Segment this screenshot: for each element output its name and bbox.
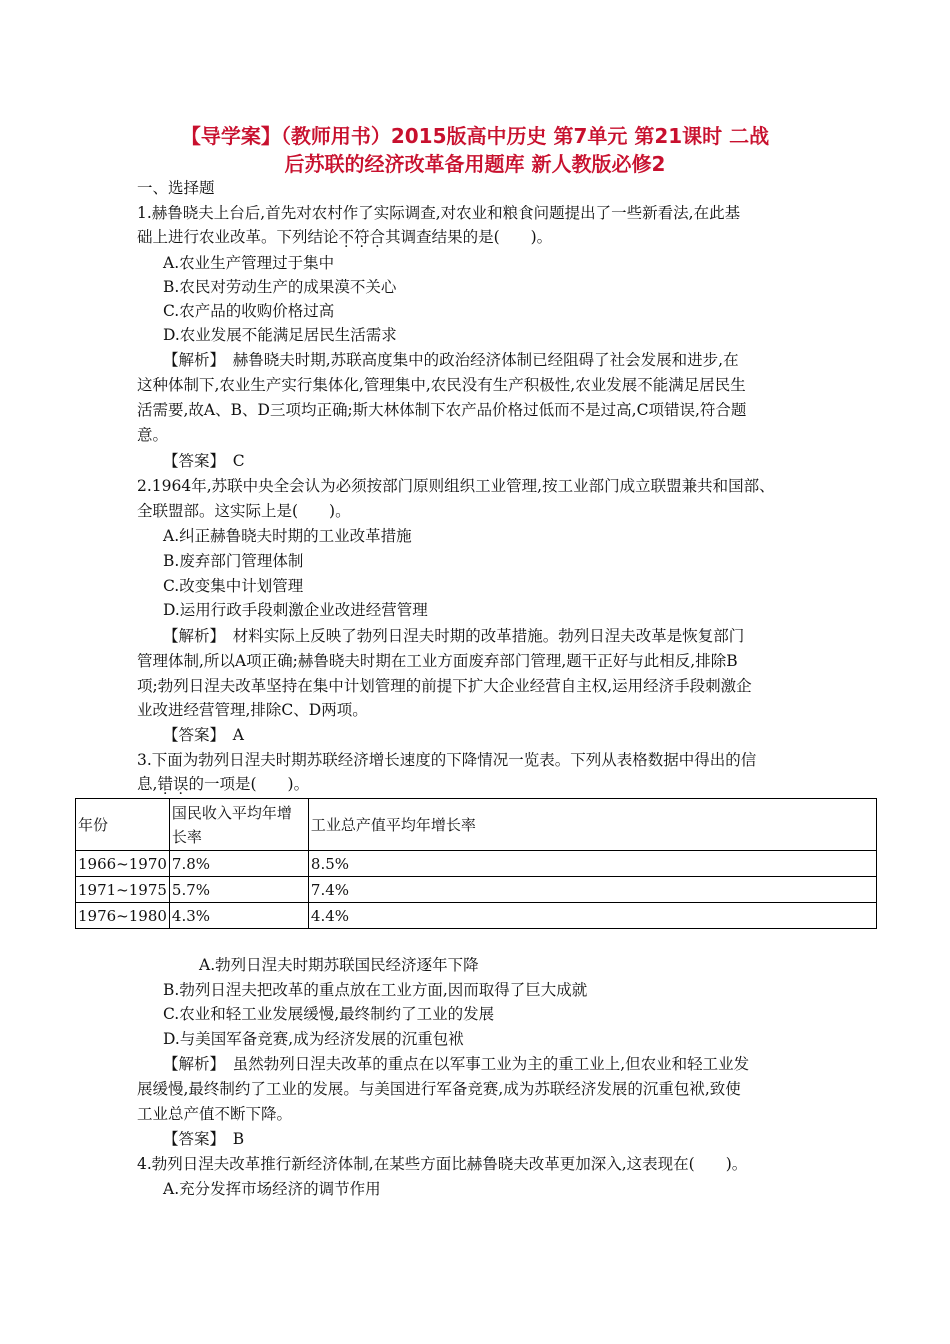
q2-analysis-line-1: 【解析】 材料实际上反映了勃列日涅夫时期的改革措施。勃列日涅夫改革是恢复部门: [163, 627, 745, 645]
q3-analysis-line-3: 工业总产值不断下降。: [137, 1105, 293, 1123]
table-row: [76, 851, 877, 877]
q3-option-b: B.勃列日涅夫把改革的重点放在工业方面,因而取得了巨大成就: [163, 981, 588, 999]
q2-stem-line-1: 2.1964年,苏联中央全会认为必须按部门原则组织工业管理,按工业部门成立联盟兼共和国部、: [137, 477, 775, 495]
q1-option-b: B.农民对劳动生产的成果漠不关心: [163, 278, 397, 296]
title-line-1: 【导学案】（教师用书）2015版高中历史 第7单元 第21课时 二战: [180, 124, 770, 148]
q1-stem-line-2: [137, 225, 552, 249]
q1-stem-text-a: 础上进行农业改革。下列结论: [137, 228, 339, 246]
q3-answer: 【答案】 B: [163, 1130, 245, 1148]
q3-emphasis: [157, 775, 188, 793]
q1-analysis-line-3: 活需要,故A、B、D三项均正确;斯大林体制下农产品价格过低而不是过高,C项错误,符合题: [137, 401, 747, 419]
q1-emphasis: [339, 228, 386, 246]
cell-national-income: 7.8%: [169, 851, 308, 877]
q3-option-c: C.农业和轻工业发展缓慢,最终制约了工业的发展: [163, 1005, 495, 1023]
q3-analysis-line-1: 【解析】 虽然勃列日涅夫改革的重点在以军事工业为主的重工业上,但农业和轻工业发: [163, 1055, 750, 1073]
header-year: 年份: [76, 799, 170, 851]
q4-option-a: A.充分发挥市场经济的调节作用: [163, 1180, 381, 1198]
emphasis-char: 符: [354, 228, 370, 246]
header-national-income: 国民收入平均年增长率: [169, 799, 308, 851]
q1-answer: 【答案】 C: [163, 452, 245, 470]
q2-analysis-line-3: 项;勃列日涅夫改革坚持在集中计划管理的前提下扩大企业经营自主权,运用经济手段刺激企: [137, 677, 752, 695]
cell-national-income: 5.7%: [169, 877, 308, 903]
cell-year: 1976~1980: [76, 903, 170, 929]
q2-option-d: D.运用行政手段刺激企业改进经营管理: [163, 601, 428, 619]
header-industrial-output: 工业总产值平均年增长率: [308, 799, 876, 851]
q3-stem-text-a: 息,: [137, 775, 158, 793]
cell-industrial-output: 4.4%: [308, 903, 876, 929]
document-title: [120, 122, 830, 178]
q1-analysis-line-1: 【解析】 赫鲁晓夫时期,苏联高度集中的政治经济体制已经阻碍了社会发展和进步,在: [163, 351, 739, 369]
emphasis-char: 误: [172, 775, 189, 793]
q2-analysis-line-4: 业改进经营管理,排除C、D两项。: [137, 701, 368, 719]
q4-stem: 4.勃列日涅夫改革推行新经济体制,在某些方面比赫鲁晓夫改革更加深入,这表现在( )。: [137, 1155, 748, 1173]
table-row: [76, 903, 877, 929]
q1-analysis-line-4: 意。: [137, 426, 169, 444]
table-header-row: [76, 799, 877, 851]
q3-stem-line-2: [137, 772, 309, 796]
q1-stem-text-c: 其调查结果的是( )。: [385, 228, 553, 246]
cell-industrial-output: 7.4%: [308, 877, 876, 903]
emphasis-char: 不: [338, 228, 355, 246]
q2-analysis-line-2: 管理体制,所以A项正确;赫鲁晓夫时期在工业方面废弃部门管理,题干正好与此相反,排除B: [137, 652, 738, 670]
cell-industrial-output: 8.5%: [308, 851, 876, 877]
q2-answer: 【答案】 A: [163, 726, 244, 744]
q2-option-a: A.纠正赫鲁晓夫时期的工业改革措施: [163, 527, 412, 545]
cell-national-income: 4.3%: [169, 903, 308, 929]
q2-option-c: C.改变集中计划管理: [163, 577, 304, 595]
q3-stem-text-c: 的一项是( )。: [188, 775, 310, 793]
q3-option-a: A.勃列日涅夫时期苏联国民经济逐年下降: [199, 956, 479, 974]
table-row: [76, 877, 877, 903]
q1-analysis-line-2: 这种体制下,农业生产实行集体化,管理集中,农民没有生产积极性,农业发展不能满足居民生: [137, 376, 746, 394]
emphasis-char: 错: [157, 775, 173, 793]
emphasis-char: 合: [369, 228, 386, 246]
q1-stem-line-1: 1.赫鲁晓夫上台后,首先对农村作了实际调查,对农业和粮食问题提出了一些新看法,在此基: [137, 204, 741, 222]
q3-analysis-line-2: 展缓慢,最终制约了工业的发展。与美国进行军备竞赛,成为苏联经济发展的沉重包袱,致使: [137, 1080, 741, 1098]
q1-option-c: C.农产品的收购价格过高: [163, 302, 335, 320]
q3-stem-line-1: 3.下面为勃列日涅夫时期苏联经济增长速度的下降情况一览表。下列从表格数据中得出的信: [137, 751, 757, 769]
section-heading: 一、选择题: [137, 179, 215, 197]
q2-stem-line-2: 全联盟部。这实际上是( )。: [137, 502, 351, 520]
q3-option-d: D.与美国军备竞赛,成为经济发展的沉重包袱: [163, 1030, 464, 1048]
q1-option-a: A.农业生产管理过于集中: [163, 254, 335, 272]
title-line-2: 后苏联的经济改革备用题库 新人教版必修2: [284, 152, 666, 176]
cell-year: 1966~1970: [76, 851, 170, 877]
growth-rate-table: [75, 798, 877, 929]
q1-option-d: D.农业发展不能满足居民生活需求: [163, 326, 397, 344]
cell-year: 1971~1975: [76, 877, 170, 903]
q2-option-b: B.废弃部门管理体制: [163, 552, 304, 570]
